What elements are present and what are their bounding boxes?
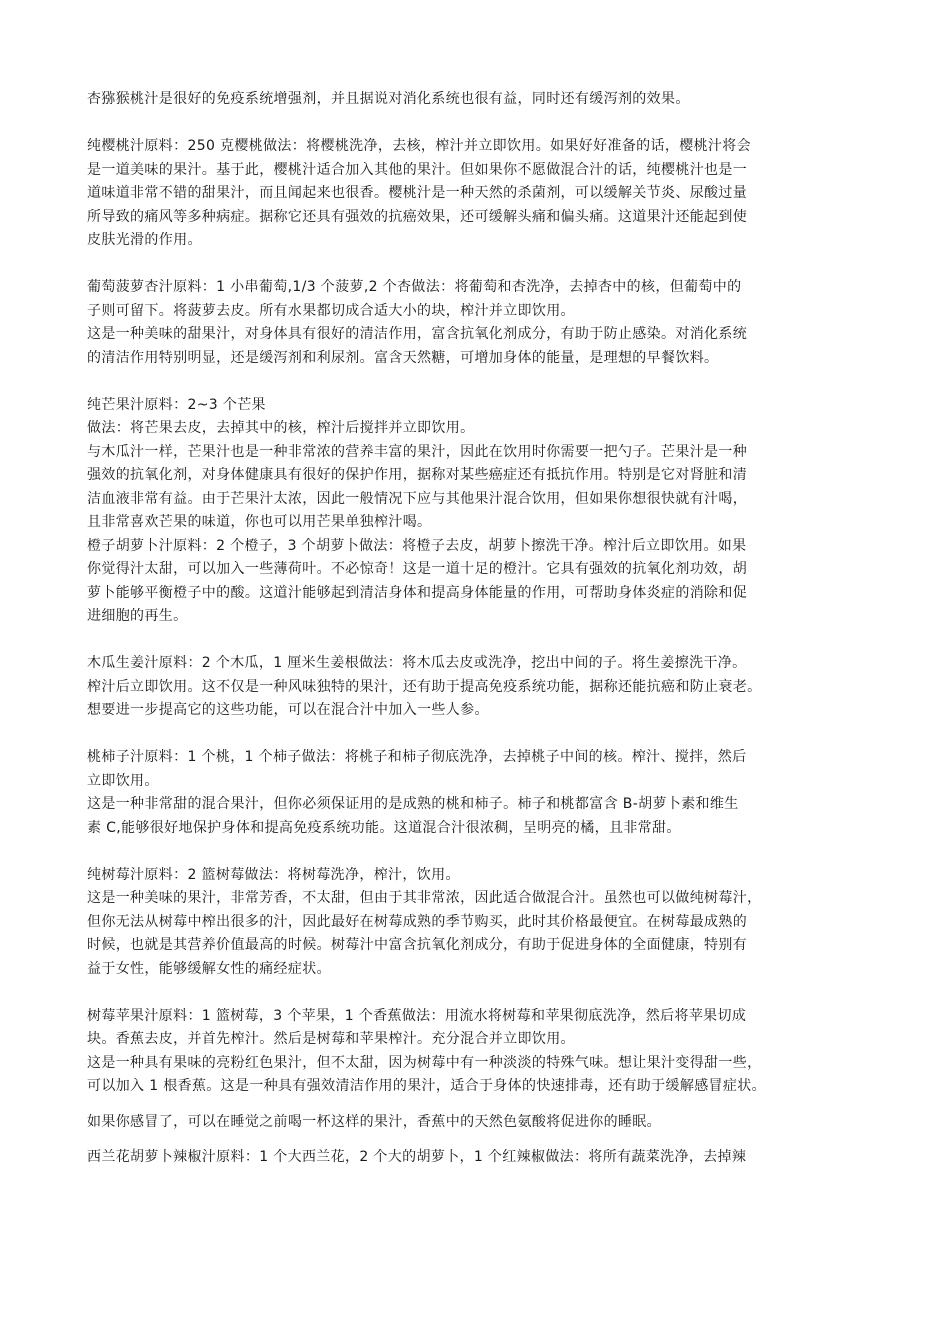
- paragraph-broccoli-carrot-pepper: [87, 1146, 877, 1170]
- text-line: 如果你感冒了，可以在睡觉之前喝一杯这样的果汁，香蕉中的天然色氨酸将促进你的睡眠。: [87, 1113, 661, 1130]
- paragraph-kiwi: [87, 88, 877, 112]
- text-line: 可以加入 1 根香蕉。这是一种具有强效清洁作用的果汁，适合于身体的快速排毒，还有助于缓解感冒症状。: [87, 1078, 766, 1094]
- text-line: 所导致的痛风等多种病症。据称它还具有强效的抗癌效果，还可缓解头痛和偏头痛。这道果汁还能起到使: [87, 208, 748, 225]
- text-line: 与木瓜汁一样，芒果汁也是一种非常浓的营养丰富的果汁，因此在饮用时你需要一把勺子。芒果汁是一种: [87, 443, 748, 460]
- text-line: 这是一种非常甜的混合果汁，但你必须保证用的是成熟的桃和柿子。柿子和桃都富含 B-胡萝卜素和维生: [87, 796, 739, 812]
- paragraph-mango-orange-carrot: [87, 394, 877, 629]
- text-line: 做法：将芒果去皮，去掉其中的核，榨汁后搅拌并立即饮用。: [87, 420, 475, 436]
- text-line: 萝卜能够平衡橙子中的酸。这道汁能够起到清洁身体和提高身体能量的作用，可帮助身体炎症的消除和促: [87, 584, 748, 601]
- document-body: [87, 88, 877, 1170]
- paragraph-grape-pineapple-apricot: [87, 276, 877, 370]
- text-line: 纯树莓汁原料：2 篮树莓做法：将树莓洗净，榨汁，饮用。: [87, 866, 460, 883]
- text-line: 橙子胡萝卜汁原料：2 个橙子，3 个胡萝卜做法：将橙子去皮，胡萝卜擦洗干净。榨汁后立即饮用。如果: [87, 537, 747, 554]
- text-line: 洁血液非常有益。由于芒果汁太浓，因此一般情况下应与其他果汁混合饮用，但如果你想很快就有汁喝，: [87, 490, 748, 507]
- paragraph-cherry-juice: [87, 135, 877, 253]
- text-line: 道味道非常不错的甜果汁，而且闻起来也很香。樱桃汁是一种天然的杀菌剂，可以缓解关节炎、尿酸过量: [87, 185, 748, 201]
- text-line: 这是一种美味的果汁，非常芳香，不太甜，但由于其非常浓，因此适合做混合汁。虽然也可以做纯树莓汁，: [87, 890, 762, 906]
- paragraph-peach-persimmon: [87, 746, 877, 840]
- text-line: 纯芒果汁原料：2~3 个芒果: [87, 396, 266, 413]
- text-line: 但你无法从树莓中榨出很多的汁，因此最好在树莓成熟的季节购买，此时其价格最便宜。在树莓最成熟的: [87, 913, 748, 930]
- text-line: 木瓜生姜汁原料：2 个木瓜，1 厘米生姜根做法：将木瓜去皮或洗净，挖出中间的子。将生姜擦洗干净。: [87, 655, 747, 671]
- text-line: 榨汁后立即饮用。这不仅是一种风味独特的果汁，还有助于提高免疫系统功能，据称还能抗癌和防止衰老。: [87, 678, 762, 695]
- paragraph-cold-tip: [87, 1111, 877, 1135]
- text-line: 时候，也就是其营养价值最高的时候。树莓汁中富含抗氧化剂成分，有助于促进身体的全面健康，特别有: [87, 937, 748, 953]
- text-line: 葡萄菠萝杏汁原料：1 小串葡萄,1/3 个菠萝,2 个杏做法：将葡萄和杏洗净，去掉杏中的核，但葡萄中的: [87, 279, 742, 295]
- text-line: 杏猕猴桃汁是很好的免疫系统增强剂，并且据说对消化系统也很有益，同时还有缓泻剂的效果。: [87, 91, 690, 107]
- text-line: 立即饮用。: [87, 772, 159, 789]
- text-line: 素 C,能够很好地保护身体和提高免疫系统功能。这道混合汁很浓稠，呈明亮的橘，且非常甜。: [87, 819, 681, 836]
- paragraph-raspberry: [87, 864, 877, 982]
- text-line: 你觉得汁太甜，可以加入一些薄荷叶。不必惊奇！这是一道十足的橙汁。它具有强效的抗氧化剂功效，胡: [87, 561, 748, 577]
- text-line: 这是一种美味的甜果汁，对身体具有很好的清洁作用，富含抗氧化剂成分，有助于防止感染。对消化系统: [87, 326, 748, 342]
- text-line: 皮肤光滑的作用。: [87, 232, 202, 248]
- paragraph-papaya-ginger: [87, 652, 877, 723]
- text-line: 纯樱桃汁原料：250 克樱桃做法：将樱桃洗净，去核，榨汁并立即饮用。如果好好准备的话，樱桃汁将会: [87, 138, 751, 154]
- paragraph-raspberry-apple: [87, 1005, 877, 1099]
- text-line: 是一道美味的果汁。基于此，樱桃汁适合加入其他的果汁。但如果你不愿做混合汁的话，纯樱桃汁也是一: [87, 161, 748, 178]
- text-line: 子则可留下。将菠萝去皮。所有水果都切成合适大小的块，榨汁并立即饮用。: [87, 302, 575, 319]
- text-line: 想要进一步提高它的这些功能，可以在混合汁中加入一些人参。: [87, 702, 489, 718]
- text-line: 的清洁作用特别明显，还是缓泻剂和利尿剂。富含天然糖，可增加身体的能量，是理想的早餐饮料。: [87, 349, 719, 366]
- text-line: 益于女性，能够缓解女性的痛经症状。: [87, 960, 331, 977]
- text-line: 块。香蕉去皮，并首先榨汁。然后是树莓和苹果榨汁。充分混合并立即饮用。: [87, 1031, 575, 1047]
- text-line: 这是一种具有果味的亮粉红色果汁，但不太甜，因为树莓中有一种淡淡的特殊气味。想让果汁变得甜一些，: [87, 1054, 762, 1071]
- text-line: 桃柿子汁原料：1 个桃，1 个柿子做法：将桃子和柿子彻底洗净，去掉桃子中间的核。榨汁、搅拌，然后: [87, 749, 747, 765]
- text-line: 强效的抗氧化剂，对身体健康具有很好的保护作用，据称对某些癌症还有抵抗作用。特别是它对肾脏和清: [87, 467, 748, 483]
- text-line: 树莓苹果汁原料：1 篮树莓，3 个苹果，1 个香蕉做法：用流水将树莓和苹果彻底洗净，然后将苹果切成: [87, 1007, 747, 1024]
- text-line: 且非常喜欢芒果的味道，你也可以用芒果单独榨汁喝。: [87, 514, 432, 530]
- text-line: 进细胞的再生。: [87, 608, 188, 624]
- text-line: 西兰花胡萝卜辣椒汁原料：1 个大西兰花，2 个大的胡萝卜，1 个红辣椒做法：将所有蔬菜洗净，去掉辣: [87, 1149, 747, 1165]
